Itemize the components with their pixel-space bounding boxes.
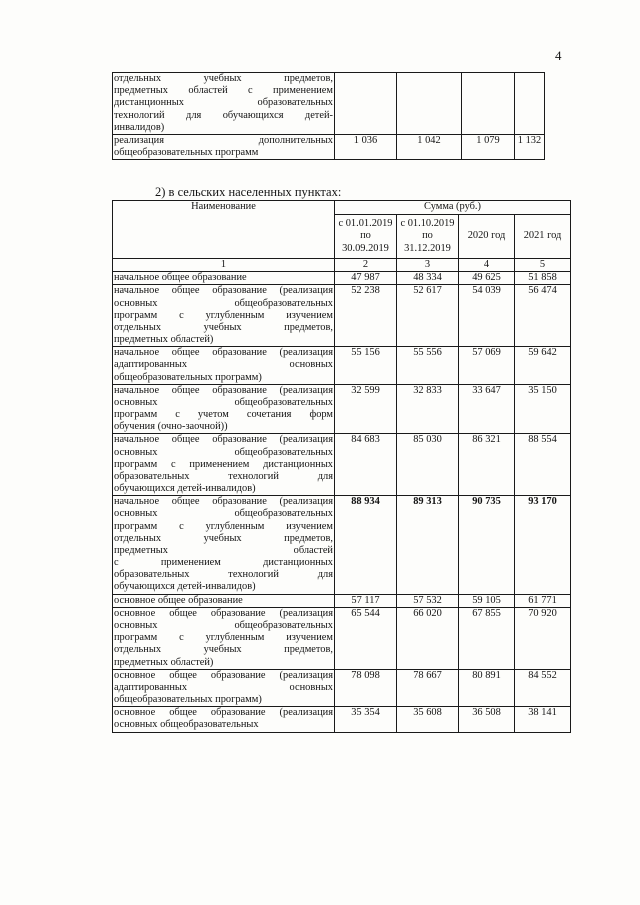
row-value: 35 354 bbox=[335, 707, 397, 732]
header-period-1: с 01.01.2019 по 30.09.2019 bbox=[335, 215, 397, 259]
row-name: начальное общее образование (реализация адаптированных основных общеобразовательных программ) bbox=[114, 347, 333, 383]
table-row bbox=[113, 669, 571, 707]
row-value: 85 030 bbox=[397, 434, 459, 496]
table-row bbox=[113, 73, 545, 135]
column-numbers-row bbox=[113, 259, 571, 272]
column-number: 2 bbox=[335, 259, 397, 272]
row-value: 48 334 bbox=[397, 272, 459, 285]
row-value: 47 987 bbox=[335, 272, 397, 285]
row-name: основное общее образование bbox=[113, 594, 335, 607]
row-value: 86 321 bbox=[459, 434, 515, 496]
row-value: 1 036 bbox=[335, 134, 397, 159]
page-number: 4 bbox=[555, 48, 562, 63]
table-row bbox=[113, 285, 571, 347]
header-year-2021: 2021 год bbox=[515, 215, 571, 259]
row-value: 88 554 bbox=[515, 434, 571, 496]
row-value: 84 683 bbox=[335, 434, 397, 496]
header-year-2020: 2020 год bbox=[459, 215, 515, 259]
header-name: Наименование bbox=[113, 201, 335, 259]
row-name: начальное общее образование (реализация основных общеобразовательных программ с углубленным изучением отдельных учебных предметов, предметных областей с применением дистанционных образовательных технологий для обучающихся детей-инвалидов) bbox=[114, 496, 333, 593]
row-value: 93 170 bbox=[515, 496, 571, 594]
row-value: 49 625 bbox=[459, 272, 515, 285]
row-value: 57 117 bbox=[335, 594, 397, 607]
row-name: основное общее образование (реализация основных общеобразовательных программ с углубленным изучением отдельных учебных предметов, предметных областей) bbox=[114, 607, 333, 668]
row-value: 35 608 bbox=[397, 707, 459, 732]
row-value: 65 544 bbox=[335, 607, 397, 669]
section-heading: 2) в сельских населенных пунктах: bbox=[155, 185, 342, 199]
row-value: 67 855 bbox=[459, 607, 515, 669]
header-period-2: с 01.10.2019 по 31.12.2019 bbox=[397, 215, 459, 259]
row-value: 70 920 bbox=[515, 607, 571, 669]
row-value: 52 238 bbox=[335, 285, 397, 347]
row-name: начальное общее образование (реализация основных общеобразовательных программ с учетом сочетания форм обучения (очно-заочной)) bbox=[114, 384, 333, 433]
row-value: 36 508 bbox=[459, 707, 515, 732]
row-value: 66 020 bbox=[397, 607, 459, 669]
table-row bbox=[113, 434, 571, 496]
row-value bbox=[515, 73, 545, 135]
row-name: реализация дополнительных общеобразовательных программ bbox=[114, 134, 333, 159]
row-value: 55 556 bbox=[397, 347, 459, 385]
table-row bbox=[113, 384, 571, 434]
table-row bbox=[113, 134, 545, 159]
row-value: 56 474 bbox=[515, 285, 571, 347]
row-name: основное общее образование (реализация адаптированных основных общеобразовательных программ) bbox=[114, 669, 333, 706]
table-row bbox=[113, 707, 571, 732]
row-name: начальное общее образование (реализация основных общеобразовательных программ с применением дистанционных образовательных технологий для обучающихся детей-инвалидов) bbox=[114, 434, 333, 495]
table-row bbox=[113, 272, 571, 285]
row-value bbox=[335, 73, 397, 135]
row-name: начальное общее образование bbox=[113, 272, 335, 285]
column-number: 3 bbox=[397, 259, 459, 272]
row-value: 78 667 bbox=[397, 669, 459, 707]
row-value: 35 150 bbox=[515, 384, 571, 434]
column-number: 4 bbox=[459, 259, 515, 272]
table-row bbox=[113, 347, 571, 385]
row-name: начальное общее образование (реализация основных общеобразовательных программ с углубленным изучением отдельных учебных предметов, предметных областей) bbox=[114, 285, 333, 346]
row-value: 51 858 bbox=[515, 272, 571, 285]
row-value: 88 934 bbox=[335, 496, 397, 594]
row-value: 52 617 bbox=[397, 285, 459, 347]
row-value: 59 105 bbox=[459, 594, 515, 607]
table-row bbox=[113, 496, 571, 594]
column-number: 1 bbox=[113, 259, 335, 272]
column-number: 5 bbox=[515, 259, 571, 272]
row-value: 1 042 bbox=[397, 134, 462, 159]
row-value: 90 735 bbox=[459, 496, 515, 594]
row-value: 61 771 bbox=[515, 594, 571, 607]
row-value: 33 647 bbox=[459, 384, 515, 434]
row-value: 59 642 bbox=[515, 347, 571, 385]
row-value: 32 599 bbox=[335, 384, 397, 434]
row-value: 84 552 bbox=[515, 669, 571, 707]
row-value: 1 132 bbox=[515, 134, 545, 159]
row-name: отдельных учебных предметов, предметных областей с применением дистанционных образовательных технологий для обучающихся детей- инвалидов) bbox=[114, 73, 333, 133]
row-value: 78 098 bbox=[335, 669, 397, 707]
row-value bbox=[462, 73, 515, 135]
row-value: 1 079 bbox=[462, 134, 515, 159]
table-row bbox=[113, 607, 571, 669]
header-sum: Сумма (руб.) bbox=[335, 201, 571, 215]
row-value: 32 833 bbox=[397, 384, 459, 434]
row-value bbox=[397, 73, 462, 135]
table-row bbox=[113, 594, 571, 607]
row-value: 38 141 bbox=[515, 707, 571, 732]
row-name: основное общее образование (реализация основных общеобразовательных bbox=[114, 707, 333, 731]
row-value: 54 039 bbox=[459, 285, 515, 347]
top-table bbox=[112, 72, 545, 160]
row-value: 57 069 bbox=[459, 347, 515, 385]
header-row bbox=[113, 201, 571, 215]
row-value: 57 532 bbox=[397, 594, 459, 607]
row-value: 89 313 bbox=[397, 496, 459, 594]
main-table bbox=[112, 200, 571, 733]
row-value: 80 891 bbox=[459, 669, 515, 707]
row-value: 55 156 bbox=[335, 347, 397, 385]
